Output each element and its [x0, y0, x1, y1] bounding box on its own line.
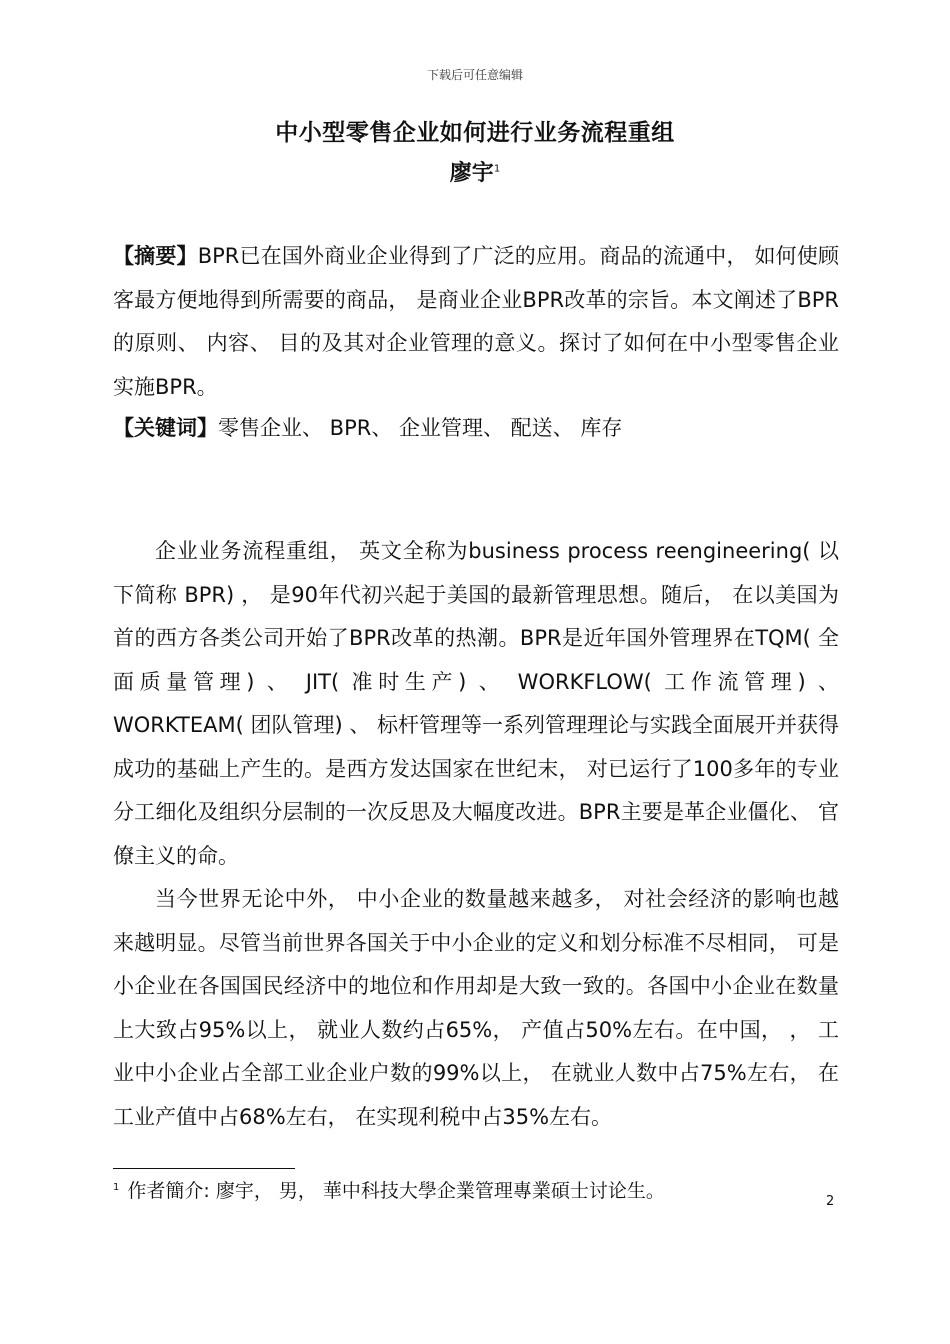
document-title: 中小型零售企业如何进行业务流程重组	[275, 120, 675, 146]
body-paragraph-1: 企业业务流程重组， 英文全称为business process reengineering( 以下简称 BPR) ， 是90年代初兴起于美国的最新管理思想。随后， 在以美国为首的西方各类公司开始了BPR改革的热潮。BPR是近年国外管理界在TQM( 全面质量管理) 、 JIT( 准时生产) 、 WORKFLOW( 工作流管理) 、 WORKTEAM( 团队管理) 、 标杆管理等一系列管理理论与实践全面展开并获得成功的基础上产生的。是西方发达国家在世纪末， 对已运行了100多年的专业分工细化及组织分层制的一次反思及大幅度改进。BPR主要是革企业僵化、 官僚主义的命。	[113, 539, 840, 868]
author-name: 廖宇	[449, 161, 494, 186]
footnote	[113, 1176, 839, 1203]
author-line	[0, 156, 950, 187]
abstract-label: 【摘要】	[113, 244, 198, 268]
body-paragraph-2: 当今世界无论中外， 中小企业的数量越来越多， 对社会经济的影响也越来越明显。尽管当前世界各国关于中小企业的定义和划分标准不尽相同， 可是小企业在各国国民经济中的地位和作用却是大致一致的。各国中小企业在数量上大致占95%以上， 就业人数约占65%， 产值占50%左右。在中国， ， 工业中小企业占全部工业企业户数的99%以上， 在就业人数中占75%左右， 在工业产值中占68%左右， 在实现利税中占35%左右。	[113, 887, 839, 1129]
keywords-label: 【关键词】	[113, 416, 218, 440]
page-header-note: 下载后可任意编辑	[426, 68, 523, 82]
keywords-text: 零售企业、 BPR、 企业管理、 配送、 库存	[218, 416, 623, 440]
footnote-text: 作者簡介: 廖宇， 男， 華中科技大學企業管理專業碩士讨论生。	[127, 1180, 665, 1202]
footnote-mark: 1	[113, 1181, 120, 1193]
page-number: 2	[826, 1194, 835, 1209]
author-footnote-mark: 1	[493, 163, 501, 175]
abstract-paragraph	[113, 235, 839, 409]
keywords-paragraph	[113, 407, 839, 451]
footnote-divider	[113, 1168, 295, 1169]
abstract-text: BPR已在国外商业企业得到了广泛的应用。商品的流通中， 如何使顾客最方便地得到所需要的商品， 是商业企业BPR改革的宗旨。本文阐述了BPR的原则、 内容、 目的及其对企业管理的意义。探讨了如何在中小型零售企业实施BPR。	[113, 244, 839, 399]
